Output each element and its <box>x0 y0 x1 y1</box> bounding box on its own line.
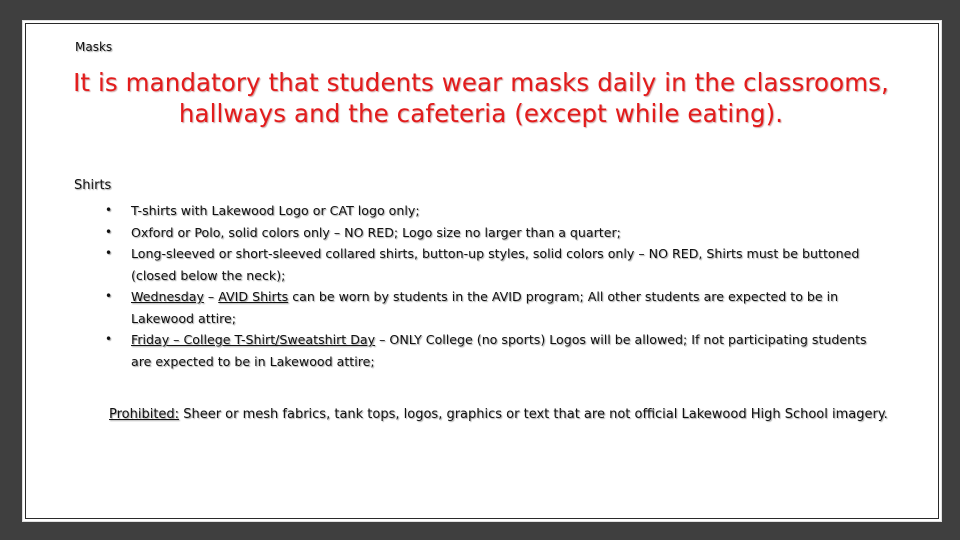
list-item-text: Oxford or Polo, solid colors only – NO RED; Logo size no larger than a quarter; <box>131 224 621 240</box>
list-item-text: Long-sleeved or short-sleeved collared shirts, button-up styles, solid colors only – NO RED, Shirts must be buttoned (closed below the neck); <box>131 246 860 283</box>
list-item-text: can be worn by students in the AVID program; All other students are expected to be in Lakewood attire; <box>131 289 839 326</box>
bullet-icon: • <box>105 203 113 217</box>
masks-heading: Masks <box>75 40 113 54</box>
friday-college-day-label: Friday – College T-Shirt/Sweatshirt Day <box>131 332 376 347</box>
prohibited-paragraph <box>109 404 889 426</box>
list-item <box>103 286 883 329</box>
bullet-icon: • <box>105 246 113 260</box>
list-item <box>103 222 883 244</box>
dash-separator: – <box>203 289 219 304</box>
list-item-text: – ONLY College (no sports) Logos will be allowed; If not participating students are expected to be in Lakewood attire; <box>131 332 867 369</box>
bullet-icon: • <box>105 332 113 346</box>
shirts-list <box>103 200 883 372</box>
wednesday-label: Wednesday <box>131 289 204 304</box>
list-item <box>103 200 883 222</box>
prohibited-text: Sheer or mesh fabrics, tank tops, logos, graphics or text that are not official Lakewood High School imagery. <box>179 407 888 422</box>
bullet-icon: • <box>105 224 113 239</box>
shirts-heading: Shirts <box>74 178 112 193</box>
prohibited-label: Prohibited: <box>109 407 180 422</box>
mask-mandate-statement: It is mandatory that students wear masks daily in the classrooms, hallways and the cafeteria (except while eating). <box>73 68 889 128</box>
slide <box>22 20 942 522</box>
list-item-text: T-shirts with Lakewood Logo or CAT logo only; <box>131 203 420 218</box>
avid-shirts-label: AVID Shirts <box>218 289 289 304</box>
bullet-icon: • <box>105 289 113 303</box>
list-item <box>103 243 883 286</box>
list-item <box>103 329 883 372</box>
